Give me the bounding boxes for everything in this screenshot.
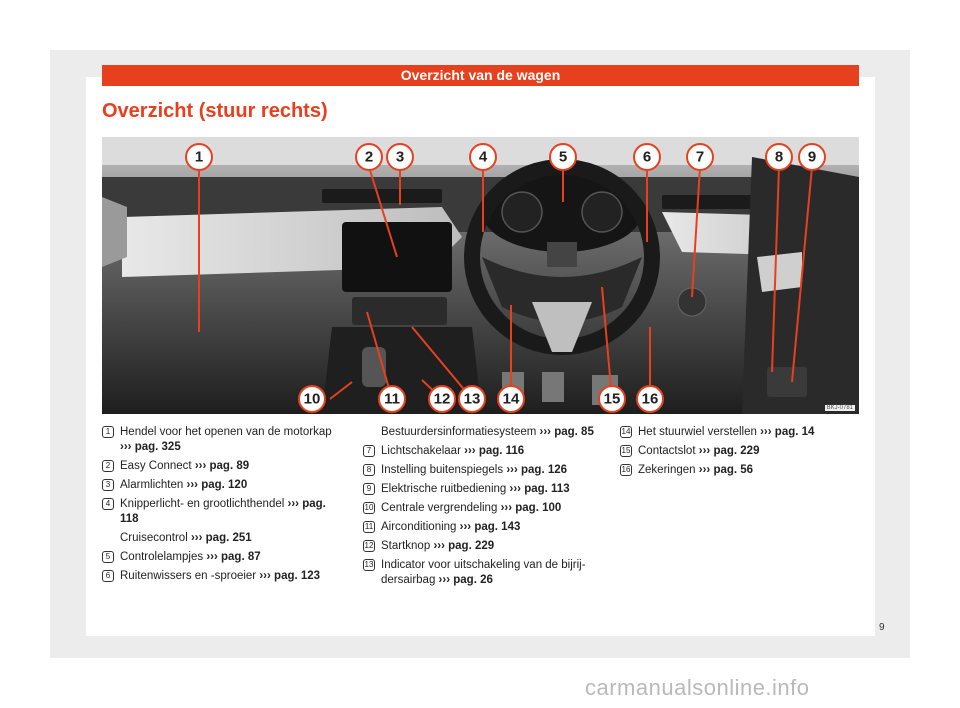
- callout-9: [799, 144, 825, 170]
- item-text: Airconditioning: [381, 521, 457, 533]
- legend-item: [102, 497, 342, 527]
- legend-item: [363, 463, 603, 478]
- ref-arrow: ›››: [287, 498, 299, 510]
- item-text: Centrale vergrendeling: [381, 502, 498, 514]
- item-text: Startknop: [381, 540, 431, 552]
- item-number: 5: [102, 551, 114, 563]
- legend-item: [102, 550, 342, 565]
- page-ref-link[interactable]: pag. 87: [221, 551, 261, 563]
- item-number: 12: [364, 541, 374, 550]
- item-number: 6: [102, 570, 114, 582]
- page-ref-link[interactable]: pag. 113: [524, 483, 570, 495]
- callout-14: [498, 386, 524, 412]
- item-text: Ruitenwissers en -sproeier: [120, 570, 257, 582]
- legend-item: [620, 444, 860, 459]
- ref-arrow: ›››: [539, 426, 552, 438]
- page-ref-link[interactable]: pag. 143: [474, 521, 521, 533]
- watermark: carmanualsonline.info: [585, 675, 810, 700]
- callout-label: 3: [395, 148, 405, 166]
- page-ref-link[interactable]: pag. 229: [713, 445, 760, 457]
- page-ref-link[interactable]: pag. 251: [205, 532, 252, 544]
- item-number: 15: [621, 446, 631, 455]
- ref-arrow: ›››: [206, 551, 218, 563]
- page-ref-link[interactable]: pag. 85: [554, 426, 594, 438]
- callout-label: 7: [695, 148, 705, 166]
- dashboard-illustration: [102, 137, 859, 414]
- ref-arrow: ›››: [506, 464, 518, 476]
- page-number: 9: [879, 622, 885, 633]
- dashboard-photo: [102, 137, 859, 414]
- legend-item: [363, 482, 603, 497]
- page-ref-link[interactable]: pag. 89: [209, 460, 250, 472]
- item-text: Instelling buitenspiegels: [381, 464, 504, 476]
- callout-label: 4: [478, 148, 488, 166]
- callout-label: 1: [194, 148, 204, 166]
- item-number: 16: [621, 465, 631, 474]
- item-text: Bestuurdersinformatiesysteem: [381, 426, 537, 438]
- callout-label: 11: [384, 390, 400, 408]
- page-ref-link[interactable]: pag. 325: [134, 441, 181, 453]
- item-text: Hendel voor het openen van de motorkap: [120, 426, 332, 438]
- ref-arrow: ›››: [500, 502, 513, 514]
- ref-arrow: ›››: [438, 574, 451, 586]
- legend-column-2: [363, 425, 603, 592]
- ref-arrow: ›››: [259, 570, 271, 582]
- callout-label: 16: [641, 390, 659, 408]
- callout-10: [299, 386, 325, 412]
- callout-label: 15: [603, 390, 621, 408]
- callout-label: 14: [502, 390, 520, 408]
- ref-arrow: ›››: [120, 441, 132, 453]
- item-text: Lichtschakelaar: [381, 445, 461, 457]
- callout-label: 8: [774, 148, 784, 166]
- page-ref-link[interactable]: pag. 14: [774, 426, 815, 438]
- ref-arrow: ›››: [698, 445, 711, 457]
- legend-item: [102, 478, 342, 493]
- legend-item: [102, 569, 342, 584]
- item-number: 3: [102, 479, 114, 491]
- ref-arrow: ›››: [459, 521, 472, 533]
- callout-15: [599, 386, 625, 412]
- ref-arrow: ›››: [433, 540, 445, 552]
- legend-item-continued: [363, 425, 603, 440]
- legend-item: [102, 425, 342, 455]
- legend-item: [620, 425, 860, 440]
- callout-8: [766, 144, 792, 170]
- callout-label: 2: [364, 148, 374, 166]
- callout-label: 13: [463, 390, 481, 408]
- callout-label: 10: [303, 390, 321, 408]
- callout-label: 6: [642, 148, 652, 166]
- item-text: Controlelampjes: [120, 551, 204, 563]
- legend-column-3: [620, 425, 860, 482]
- ref-arrow: ›››: [698, 464, 711, 476]
- item-number: 10: [364, 503, 374, 512]
- item-text: Indicator voor uitschakeling van de bijrij-dersairbag: [381, 559, 586, 586]
- ref-arrow: ›››: [186, 479, 198, 491]
- item-number: 1: [102, 426, 114, 438]
- page-ref-link[interactable]: pag. 126: [521, 464, 568, 476]
- item-number: 7: [363, 445, 375, 457]
- item-number: 2: [102, 460, 114, 472]
- legend-column-1: [102, 425, 342, 588]
- item-text: Elektrische ruitbediening: [381, 483, 507, 495]
- legend-item-continued: [102, 531, 342, 546]
- item-number: 14: [621, 427, 631, 436]
- callout-2: [356, 144, 382, 170]
- ref-arrow: ›››: [194, 460, 207, 472]
- callout-6: [634, 144, 660, 170]
- page-ref-link[interactable]: pag. 123: [274, 570, 321, 582]
- item-text: Zekeringen: [638, 464, 696, 476]
- legend-item: [363, 444, 603, 459]
- item-text: Knipperlicht- en grootlichthendel: [120, 498, 285, 510]
- item-number: 8: [363, 464, 375, 476]
- page-ref-link[interactable]: pag. 116: [478, 445, 525, 457]
- page-ref-link[interactable]: pag. 100: [515, 502, 562, 514]
- ref-arrow: ›››: [509, 483, 521, 495]
- callout-7: [687, 144, 713, 170]
- item-text: Contactslot: [638, 445, 696, 457]
- page-ref-link[interactable]: pag. 120: [201, 479, 248, 491]
- ref-arrow: ›››: [464, 445, 476, 457]
- legend-item: [620, 463, 860, 478]
- callout-12: [429, 386, 455, 412]
- legend-item: [363, 539, 603, 554]
- callout-3: [387, 144, 413, 170]
- legend-item: [102, 459, 342, 474]
- ref-arrow: ›››: [190, 532, 203, 544]
- item-text: Cruisecontrol: [120, 532, 188, 544]
- callout-label: 5: [558, 148, 568, 166]
- section-header: Overzicht van de wagen: [102, 65, 859, 86]
- callout-label: 12: [433, 390, 451, 408]
- item-number: 13: [364, 560, 374, 569]
- page-ref-link[interactable]: pag. 118: [120, 498, 326, 525]
- item-text: Alarmlichten: [120, 479, 184, 491]
- ref-arrow: ›››: [760, 426, 772, 438]
- page-title: Overzicht (stuur rechts): [102, 100, 328, 122]
- callout-1: [186, 144, 212, 170]
- legend-item: [363, 520, 603, 535]
- item-number: 9: [363, 483, 375, 495]
- page-ref-link[interactable]: pag. 229: [448, 540, 495, 552]
- callout-13: [459, 386, 485, 412]
- legend-item: [363, 501, 603, 516]
- callout-4: [470, 144, 496, 170]
- callout-5: [550, 144, 576, 170]
- callout-16: [637, 386, 663, 412]
- legend-item: [363, 558, 603, 588]
- callout-11: [379, 386, 405, 412]
- item-text: Easy Connect: [120, 460, 192, 472]
- page-ref-link[interactable]: pag. 26: [453, 574, 493, 586]
- item-number: 11: [364, 522, 374, 531]
- callout-label: 9: [807, 148, 817, 166]
- image-code: BKJ-0781: [826, 405, 853, 411]
- page-ref-link[interactable]: pag. 56: [713, 464, 754, 476]
- item-text: Het stuurwiel verstellen: [638, 426, 757, 438]
- item-number: 4: [102, 498, 114, 510]
